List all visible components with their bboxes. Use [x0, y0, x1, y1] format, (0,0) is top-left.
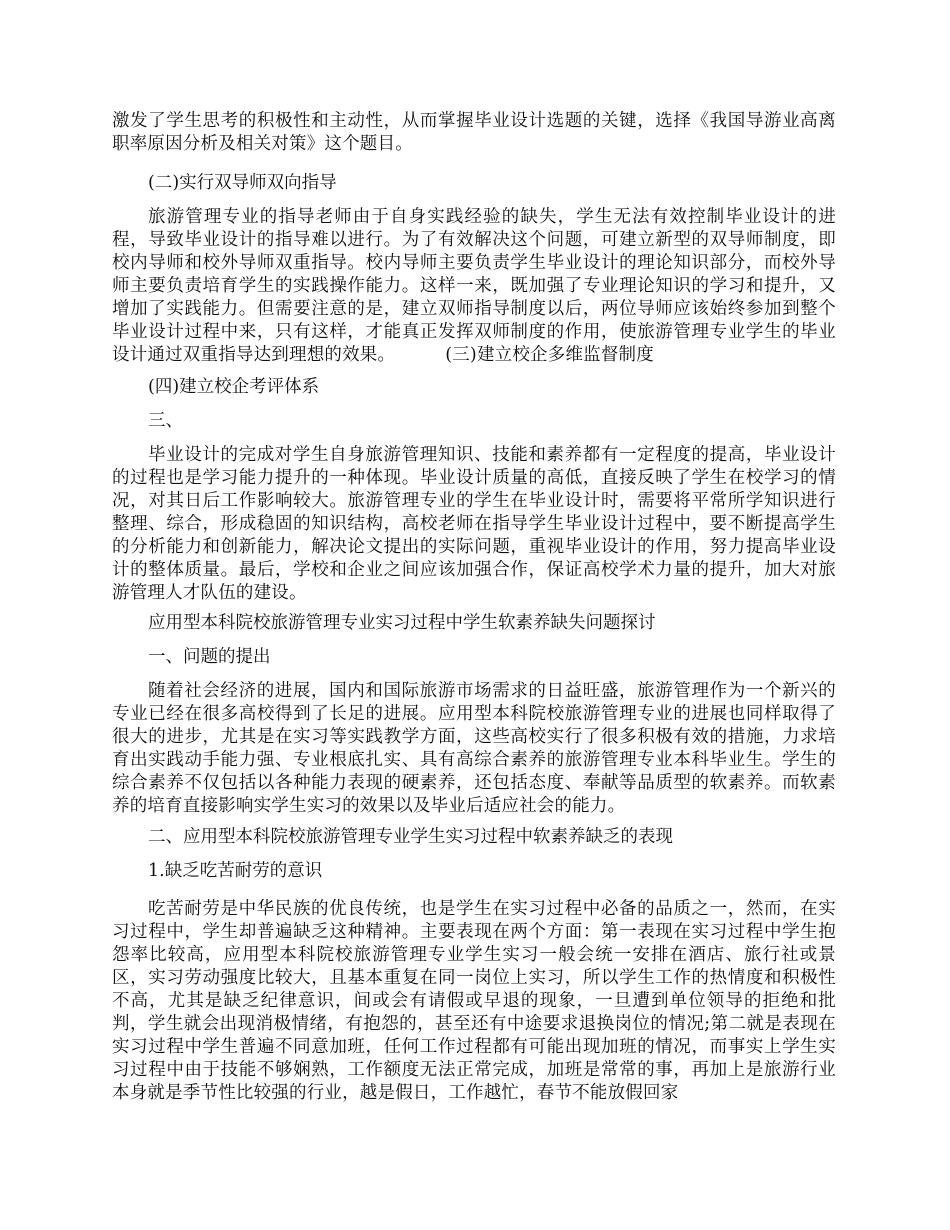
paragraph-2 — [112, 206, 836, 367]
paragraph-1: 激发了学生思考的积极性和主动性，从而掌握毕业设计选题的关键，选择《我国导游业高离职率原因分析及相关对策》这个题目。 — [112, 111, 836, 154]
section-heading-one: 一、问题的提出 — [148, 647, 271, 667]
paragraph-2-text: 旅游管理专业的指导老师由于自身实践经验的缺失，学生无法有效控制毕业设计的进程，导致毕业设计的指导难以进行。为了有效解决这个问题，可建立新型的双导师制度，即校内导师和校外导师双重指导。校内导师主要负责学生毕业设计的理论知识部分，而校外导师主要负责培育学生的实践操作能力。这样一来，既加强了专业理论知识的学习和提升，又增加了实践能力。但需要注意的是，建立双师指导制度以后，两位导师应该始终参加到整个毕业设计过程中来，只有这样，才能真正发挥双师制度的作用，使旅游管理专业学生的毕业设计通过双重指导达到理想的效果。 — [112, 207, 836, 365]
paragraph-5: 吃苦耐劳是中华民族的优良传统，也是学生在实习过程中必备的品质之一，然而，在实习过程中，学生却普遍缺乏这种精神。主要表现在两个方面：第一表现在实习过程中学生抱怨率比较高，应用型本科院校旅游管理专业学生实习一般会统一安排在酒店、旅行社或景区，实习劳动强度比较大，且基本重复在同一岗位上实习，所以学生工作的热情度和积极性不高，尤其是缺乏纪律意识，间或会有请假或早退的现象，一旦遭到单位领导的拒绝和批判，学生就会出现消极情绪，有抱怨的，甚至还有中途要求退换岗位的情况;第二就是表现在实习过程中学生普遍不同意加班，任何工作过程都有可能出现加班的情况，而事实上学生实习过程中由于技能不够娴熟，工作额度无法正常完成，加班是常常的事，再加上是旅游行业本身就是季节性比较强的行业，越是假日，工作越忙，春节不能放假回家 — [112, 899, 836, 1103]
section-heading-two: 二、应用型本科院校旅游管理专业学生实习过程中软素养缺乏的表现 — [148, 827, 673, 847]
section-heading-three: 三、 — [148, 411, 183, 431]
paragraph-4: 随着社会经济的进展，国内和国际旅游市场需求的日益旺盛，旅游管理作为一个新兴的专业已经在很多高校得到了长足的进展。应用型本科院校旅游管理专业的进展也同样取得了很大的进步，尤其是在实习等实践教学方面，这些高校实行了很多积极有效的措施，力求培育出实践动手能力强、专业根底扎实、具有高综合素养的旅游管理专业本科毕业生。学生的综合素养不仅包括以各种能力表现的硬素养，还包括态度、奉献等品质型的软素养。而软素养的培育直接影响实学生实习的效果以及毕业后适应社会的能力。 — [112, 681, 836, 816]
section-heading-2: (二)实行双导师双向指导 — [148, 173, 337, 193]
paragraph-3: 毕业设计的完成对学生自身旅游管理知识、技能和素养都有一定程度的提高，毕业设计的过程也是学习能力提升的一种体现。毕业设计质量的高低，直接反映了学生在校学习的情况，对其日后工作影响较大。旅游管理专业的学生在毕业设计时，需要将平常所学知识进行整理、综合，形成稳固的知识结构，高校老师在指导学生毕业设计过程中，要不断提高学生的分析能力和创新能力，解决论文提出的实际问题，重视毕业设计的作用，努力提高毕业设计的整体质量。最后，学校和企业之间应该加强合作，保证高校学术力量的提升，加大对旅游管理人才队伍的建设。 — [112, 445, 836, 603]
section-heading-3-inline: (三)建立校企多维监督制度 — [445, 345, 654, 365]
article-title: 应用型本科院校旅游管理专业实习过程中学生软素养缺失问题探讨 — [148, 613, 656, 633]
section-heading-4: (四)建立校企考评体系 — [148, 377, 320, 397]
subsection-heading-1: 1.缺乏吃苦耐劳的意识 — [148, 861, 323, 881]
